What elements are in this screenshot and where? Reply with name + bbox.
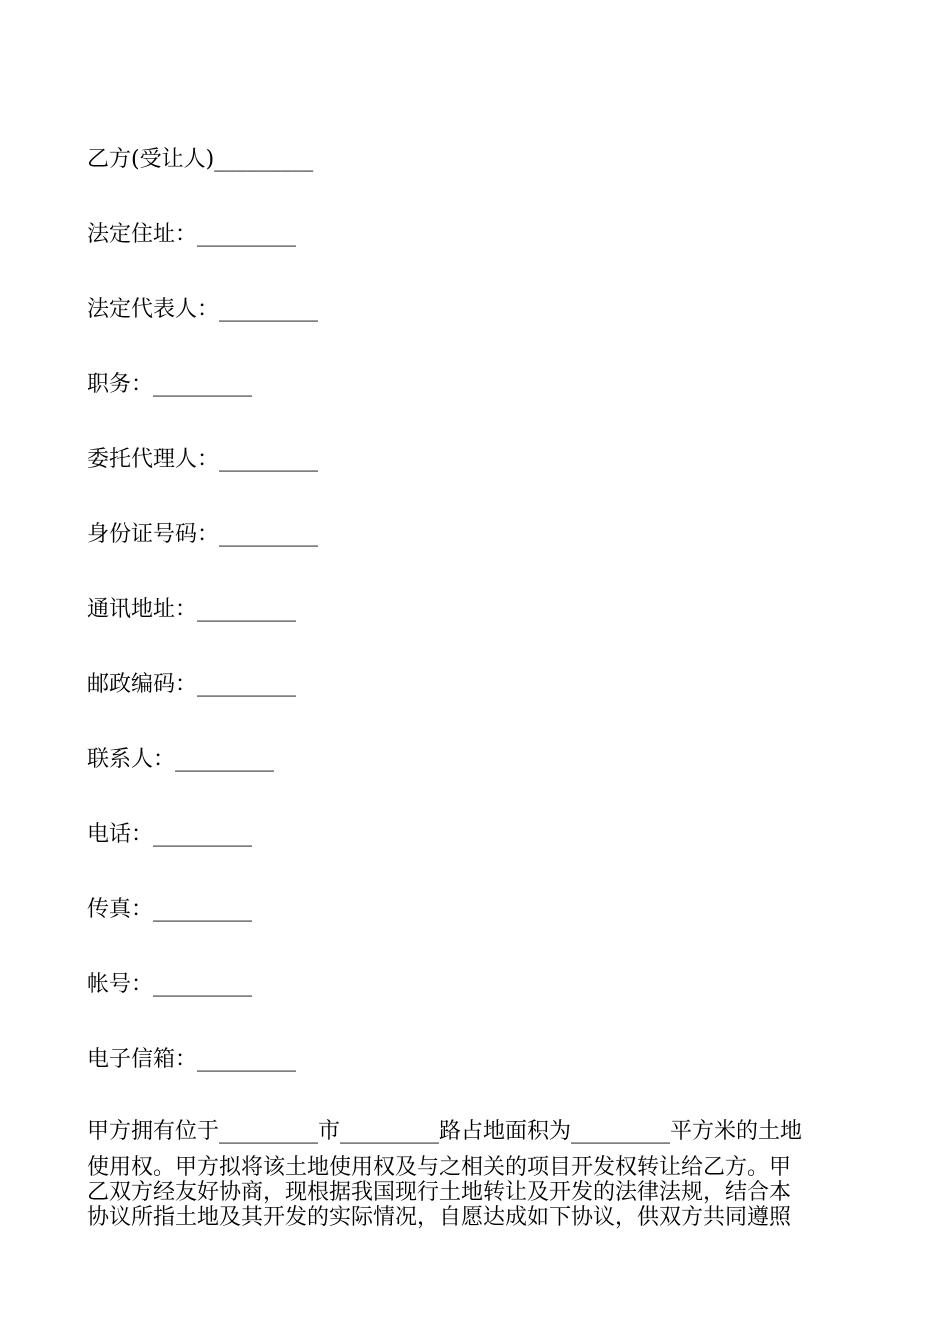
paragraph-line: 甲方拥有位于_________市_________路占地面积为_________平方米的土地 <box>87 1119 803 1144</box>
id-number-field: 身份证号码：_________ <box>87 522 319 547</box>
postal-code-field: 邮政编码：_________ <box>87 672 297 697</box>
paragraph-line: 乙双方经友好协商，现根据我国现行土地转让及开发的法律法规，结合本 <box>87 1180 792 1205</box>
contact-person-field: 联系人：_________ <box>87 747 275 772</box>
phone-field: 电话：_________ <box>87 822 253 847</box>
authorized-agent-field: 委托代理人：_________ <box>87 447 319 472</box>
position-field: 职务：_________ <box>87 372 253 397</box>
party-b-transferee-field: 乙方(受让人)_________ <box>87 147 314 172</box>
account-number-field: 帐号：_________ <box>87 972 253 997</box>
legal-representative-field: 法定代表人：_________ <box>87 297 319 322</box>
legal-address-field: 法定住址：_________ <box>87 222 297 247</box>
paragraph-line: 使用权。甲方拟将该土地使用权及与之相关的项目开发权转让给乙方。甲 <box>87 1155 792 1180</box>
email-field: 电子信箱：_________ <box>87 1047 297 1072</box>
mailing-address-field: 通讯地址：_________ <box>87 597 297 622</box>
paragraph-line: 协议所指土地及其开发的实际情况，自愿达成如下协议，供双方共同遵照 <box>87 1205 792 1230</box>
agreement-preamble-paragraph <box>87 1117 867 1230</box>
fax-field: 传真：_________ <box>87 897 253 922</box>
